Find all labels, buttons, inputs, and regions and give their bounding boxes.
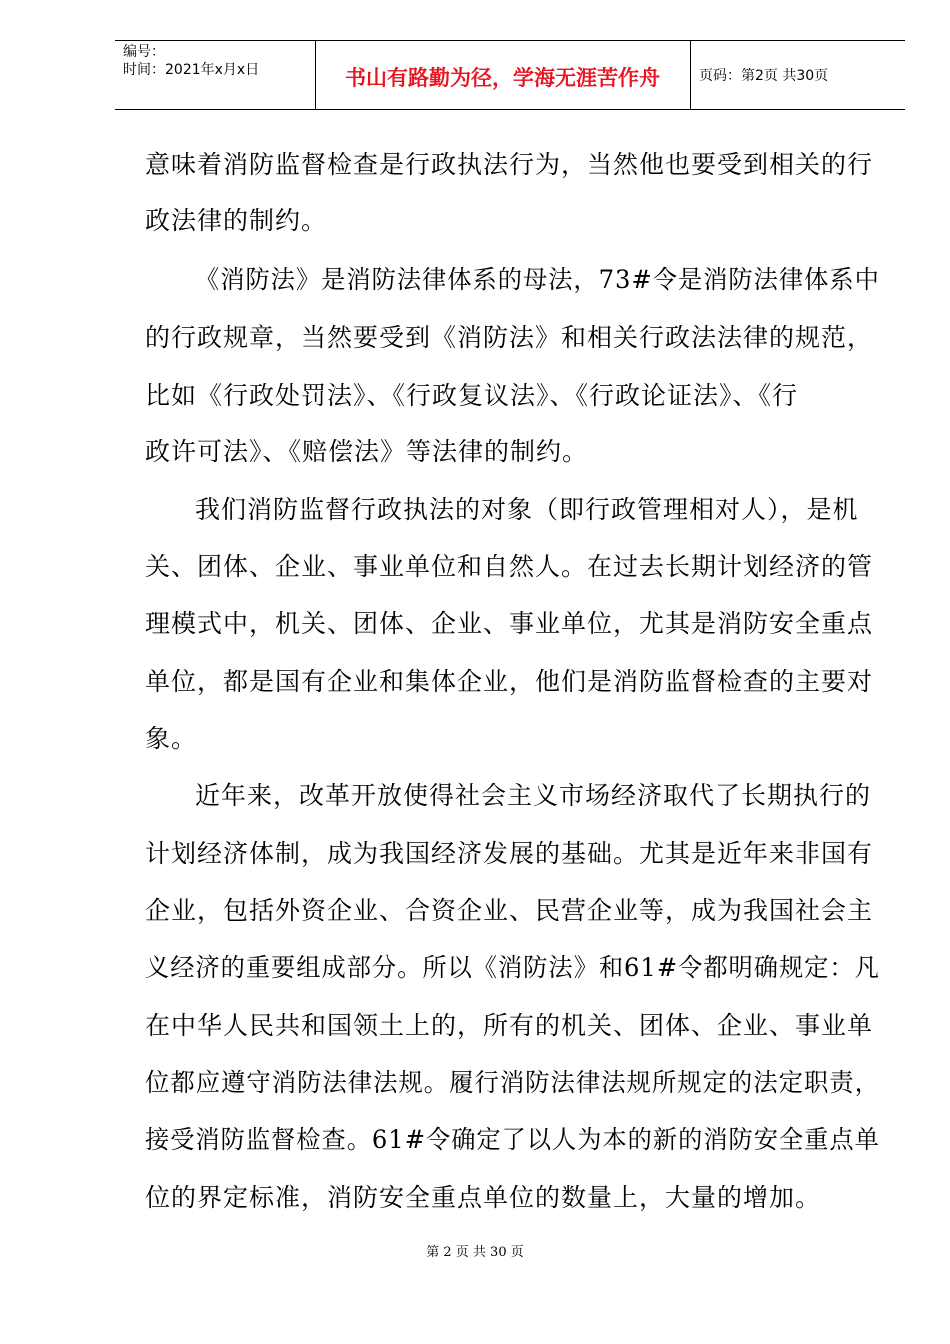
body-line: 象。 bbox=[145, 724, 198, 753]
header-motto-cell bbox=[315, 41, 691, 109]
body-line: 理模式中，机关、团体、企业、事业单位，尤其是消防安全重点 bbox=[145, 609, 874, 638]
document-number-label: 编号： bbox=[123, 44, 165, 60]
body-line: 近年来，改革开放使得社会主义市场经济取代了长期执行的 bbox=[195, 781, 872, 810]
page-footer: 第 2 页 共 30 页 bbox=[426, 1245, 524, 1260]
header-page-cell bbox=[691, 41, 905, 109]
body-line: 政许可法》、《赔偿法》等法律的制约。 bbox=[145, 437, 589, 466]
header-motto: 书山有路勤为径，学海无涯苦作舟 bbox=[345, 66, 660, 90]
document-header bbox=[115, 40, 905, 110]
body-line: 《消防法》是消防法律体系的母法，73#令是消防法律体系中 bbox=[195, 265, 880, 294]
body-line: 位的界定标准，消防安全重点单位的数量上，大量的增加。 bbox=[145, 1183, 822, 1212]
header-meta-cell bbox=[115, 41, 316, 109]
body-line: 计划经济体制，成为我国经济发展的基础。尤其是近年来非国有 bbox=[145, 839, 874, 868]
document-time-label: 时间：2021年x月x日 bbox=[123, 62, 260, 78]
header-page-info: 页码：第2页 共30页 bbox=[699, 68, 829, 84]
body-line: 单位，都是国有企业和集体企业，他们是消防监督检查的主要对 bbox=[145, 667, 874, 696]
body-line: 义经济的重要组成部分。所以《消防法》和61#令都明确规定：凡 bbox=[145, 953, 880, 982]
body-line: 比如《行政处罚法》、《行政复议法》、《行政论证法》、《行 bbox=[145, 381, 799, 410]
body-line: 接受消防监督检查。61#令确定了以人为本的新的消防安全重点单 bbox=[145, 1125, 880, 1154]
body-line: 位都应遵守消防法律法规。履行消防法律法规所规定的法定职责， bbox=[145, 1068, 881, 1097]
body-line: 我们消防监督行政执法的对象（即行政管理相对人），是机 bbox=[195, 495, 859, 524]
body-line: 的行政规章，当然要受到《消防法》和相关行政法法律的规范， bbox=[145, 323, 874, 352]
body-line: 政法律的制约。 bbox=[145, 206, 328, 235]
body-line: 关、团体、企业、事业单位和自然人。在过去长期计划经济的管 bbox=[145, 552, 874, 581]
body-line: 意味着消防监督检查是行政执法行为，当然他也要受到相关的行 bbox=[145, 150, 874, 179]
body-line: 在中华人民共和国领土上的，所有的机关、团体、企业、事业单 bbox=[145, 1011, 874, 1040]
body-line: 企业，包括外资企业、合资企业、民营企业等，成为我国社会主 bbox=[145, 896, 874, 925]
